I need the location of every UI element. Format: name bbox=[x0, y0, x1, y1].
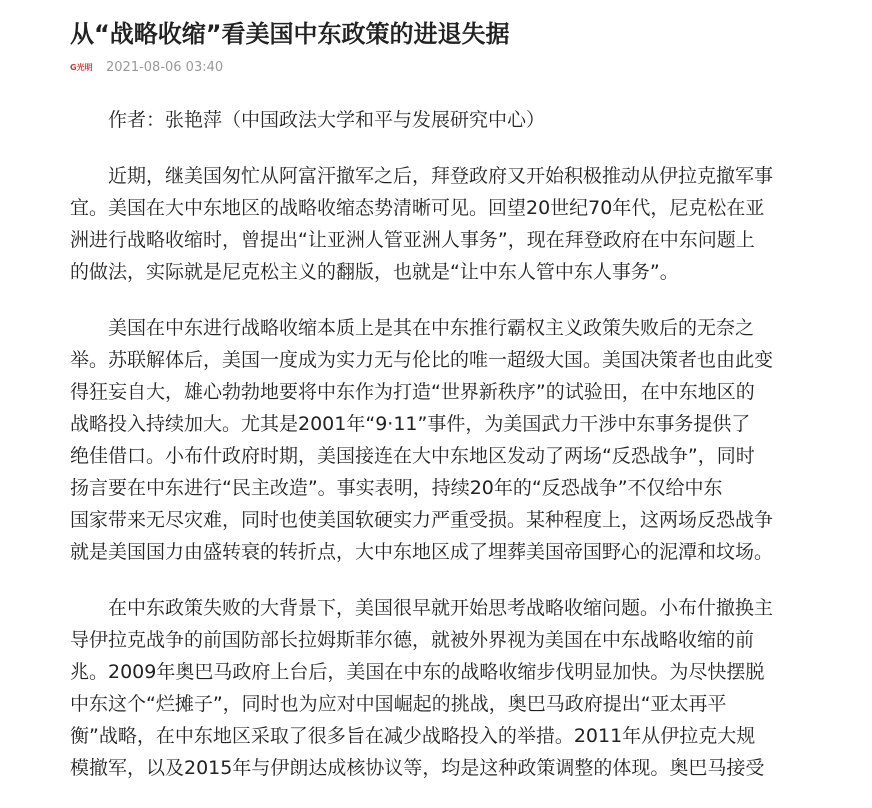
text-line: 在中东政策失败的大背景下，美国很早就开始思考战略收缩问题。小布什撤换主 bbox=[108, 597, 774, 619]
text-line: 就是美国国力由盛转衰的转折点，大中东地区成了埋葬美国帝国野心的泥潭和坟场。 bbox=[70, 541, 774, 563]
text-line: 导伊拉克战争的前国防部长拉姆斯菲尔德，就被外界视为美国在中东战略收缩的前 bbox=[70, 629, 755, 651]
text-line: 中东这个“烂摊子”，同时也为应对中国崛起的挑战，奥巴马政府提出“亚太再平 bbox=[70, 693, 727, 715]
publish-date: 2021-08-06 03:40 bbox=[106, 60, 224, 75]
text-line: 国家带来无尽灾难，同时也使美国软硬实力严重受损。某种程度上，这两场反恐战争 bbox=[70, 509, 774, 531]
text-line: 扬言要在中东进行“民主改造”。事实表明，持续20年的“反恐战争”不仅给中东 bbox=[70, 477, 723, 499]
source-logo: G光明 bbox=[70, 62, 93, 72]
text-line: 的做法，实际就是尼克松主义的翻版，也就是“让中东人管中东人事务”。 bbox=[70, 261, 679, 283]
article-body bbox=[70, 104, 810, 808]
text-line: 宜。美国在大中东地区的战略收缩态势清晰可见。回望20世纪70年代，尼克松在亚 bbox=[70, 197, 765, 219]
paragraph bbox=[70, 312, 810, 568]
article-title: 从“战略收缩”看美国中东政策的进退失据 bbox=[70, 20, 510, 48]
text-line: 模撤军，以及2015年与伊朗达成核协议等，均是这种政策调整的体现。奥巴马接受 bbox=[70, 757, 765, 779]
article-meta bbox=[70, 60, 223, 75]
paragraph bbox=[70, 592, 810, 784]
text-line: 美国在中东进行战略收缩本质上是其在中东推行霸权主义政策失败后的无奈之 bbox=[108, 317, 755, 339]
paragraph bbox=[70, 160, 810, 288]
text-line: 洲进行战略收缩时，曾提出“让亚洲人管亚洲人事务”，现在拜登政府在中东问题上 bbox=[70, 229, 755, 251]
text-line: 举。苏联解体后，美国一度成为实力无与伦比的唯一超级大国。美国决策者也由此变 bbox=[70, 349, 774, 371]
text-line: 战略投入持续加大。尤其是2001年“9·11”事件，为美国武力干涉中东事务提供了 bbox=[70, 413, 751, 435]
text-line: 得狂妄自大，雄心勃勃地要将中东作为打造“世界新秩序”的试验田，在中东地区的 bbox=[70, 381, 755, 403]
text-line: 兆。2009年奥巴马政府上台后，美国在中东的战略收缩步伐明显加快。为尽快摆脱 bbox=[70, 661, 765, 683]
text-line: 衡”战略，在中东地区采取了很多旨在减少战略投入的举措。2011年从伊拉克大规 bbox=[70, 725, 756, 747]
text-line: 绝佳借口。小布什政府时期，美国接连在大中东地区发动了两场“反恐战争”，同时 bbox=[70, 445, 755, 467]
text-line: 作者：张艳萍（中国政法大学和平与发展研究中心） bbox=[108, 109, 546, 131]
author-line bbox=[70, 104, 810, 136]
text-line: 近期，继美国匆忙从阿富汗撤军之后，拜登政府又开始积极推动从伊拉克撤军事 bbox=[108, 165, 774, 187]
